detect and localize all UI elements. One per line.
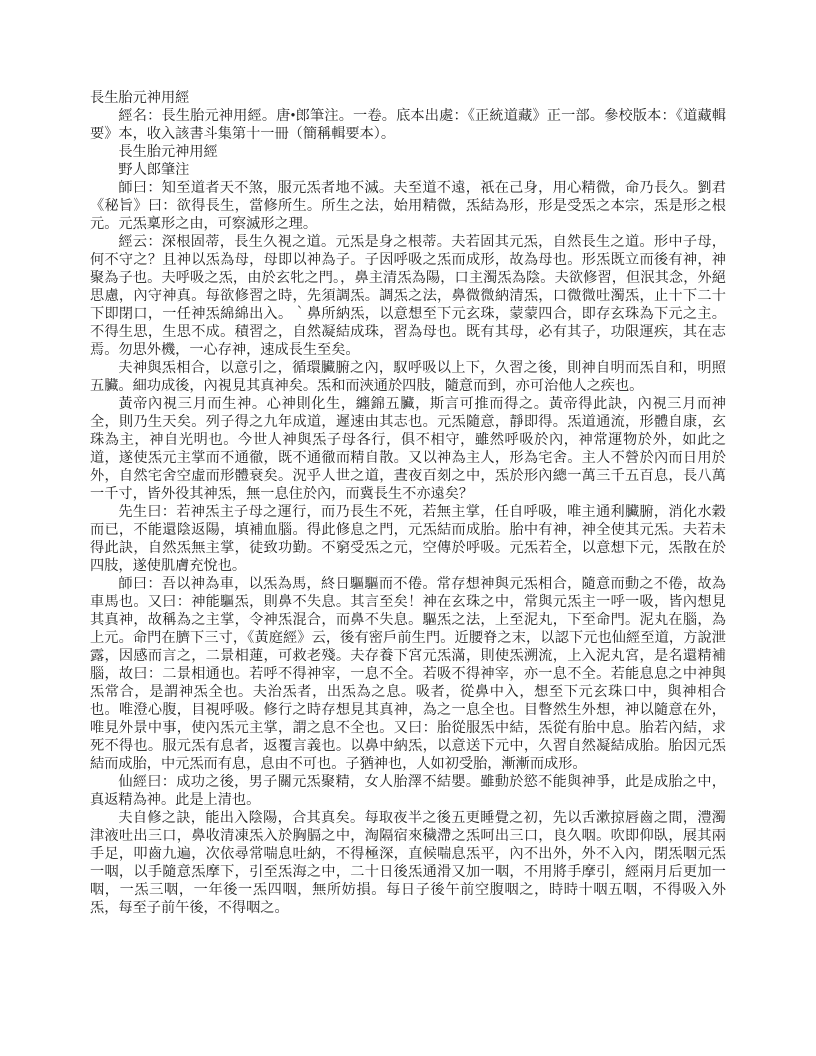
paragraph-author: 野人郎肇注: [118, 162, 190, 178]
paragraph: 夫神與炁相合，以意引之，循環臟腑之內，馭呼吸以上下，久習之後，則神自明而炁自和，明照五臟。細功成後，內視見其真神矣。炁和而浹通於四肢，隨意而到，亦可治他人之疾也。: [90, 360, 726, 394]
paragraph: 夫自修之訣，能出入陰陽，合其真矣。每取夜半之後五更睡覺之初，先以舌漱掠唇齒之間，澧濁津液吐出三口，鼻收清凍炁入於胸膈之中，淘隔宿來穢滯之炁呵出三口，良久咽。吹即仰臥，展其兩手足，叩齒九遍，次依尋常喘息吐納，不得極深，直候喘息炁平，內不出外，外不入內，閉炁咽元炁一咽，以手隨意炁摩下，引至炁海之中，二十日後炁通滑又加一咽，不用將手摩引，經兩月后更加一咽，一炁三咽，一年後一炁四咽，無所妨損。每日子後午前空腹咽之，時時十咽五咽，不得吸入外炁，每至子前午後，不得咽之。: [90, 810, 726, 916]
paragraph: 先生曰：若神炁主子母之運行，而乃長生不死，若無主掌，任自呼吸，唯主通利臟腑，消化水穀而已，不能還陰返陽，填補血腦。得此修息之門，元炁結而成胎。胎中有神，神全使其元炁。夫若未得此訣，自然炁無主掌，徒致功勤。不窮受炁之元，空傳於呼吸。元炁若全，以意想下元，炁散在於四肢，遂使肌膚充悅也。: [90, 504, 726, 574]
paragraph: 師曰：知至道者天不煞，服元炁者地不滅。夫至道不遠，祇在己身，用心精微，命乃長久。劉君《秘旨》曰：欲得長生，當修所生。所生之法，始用精微，炁結為形，形是受炁之本宗，炁是形之根元。元炁稟形之由，可察滅形之理。: [90, 180, 726, 232]
paragraph: 黃帝內視三月而生神。心神則化生，纏錦五臟，斯言可推而得之。黃帝得此訣，內視三月而神全，則乃生天矣。列子得之九年成道，遲速由其志也。元炁隨意，靜即得。炁道通流，形體自康，玄珠為主，神自光明也。今世人神與炁子母各行，俱不相守，雖然呼吸於內，神常運物於外，如此之道，遂使炁元主掌而不通徹，既不通徹而精自散。又以神為主人，形為宅舍。主人不營於內而日用於外，自然宅舍空虛而形體衰矣。況乎人世之道，晝夜百刻之中，炁於形內總一萬三千五百息，長八萬一千寸，皆外役其神炁，無一息住於內，而冀長生不亦遠矣？: [90, 396, 726, 502]
doc-title: 長生胎元神用經: [90, 90, 190, 106]
paragraph: 仙經曰：成功之後，男子關元炁聚精，女人胎澤不結嬰。雖動於慾不能與神爭，此是成胎之中，真返精為神。此是上清也。: [90, 774, 726, 808]
paragraph-inner-title: 長生胎元神用經: [118, 144, 218, 160]
paragraph: 經云：深根固蒂，長生久視之道。元炁是身之根蒂。夫若固其元炁，自然長生之道。形中子母，何不守之？且神以炁為母，母即以神為子。子因呼吸之炁而成形，故為母也。形炁既立而後有神，神聚為子也。夫呼吸之炁，由於玄牝之門。，鼻主清炁為陽，口主濁炁為陰。夫欲修習，但泯其念，外絕思慮，內守神真。每欲修習之時，先須調炁。調炁之法，鼻微微納清炁，口微微吐濁炁，止十下二十下即閉口，一任神炁綿綿出入。｀鼻所納炁，以意想至下元玄珠，蒙蒙四合，即存玄珠為下元之主。不得生思，生思不成。積習之，自然凝結成珠，習為母也。既有其母，必有其子，功限運疾，其在志焉。勿思外機，一心存神，速成長生至矣。: [90, 234, 726, 358]
paragraph-colophon: 經名：長生胎元神用經。唐•郎筆注。一卷。底本出處：《正統道藏》正一部。參校版本：《道藏輯要》本，收入該書斗集第十一冊（簡稱輯要本）。: [90, 108, 726, 142]
paragraph: 師曰：吾以神為車，以炁為馬，終日驅驅而不倦。常存想神與元炁相合，隨意而動之不倦，故為車馬也。又曰：神能驅炁，則鼻不失息。其言至矣！神在玄珠之中，常與元炁主一呼一吸，皆內想見其真神，故稱為之主掌，令神炁混合，而鼻不失息。驅炁之法，上至泥丸，下至命門。泥丸在腦，為上元。命門在臍下三寸，《黃庭經》云，後有密戶前生門。近腰脊之末，以認下元也仙經至道，方說泄露，因感而言之，二景相蓮，可救老殘。夫存養下宮元炁滿，則使炁溯流，上入泥丸宮，是名還精補腦，故曰：二景相通也。若呼不得神宰，一息不全。若吸不得神宰，亦一息不全。若能息息之中神與炁常合，是謂神炁全也。夫治炁者，出炁為之息。吸者，從鼻中入，想至下元玄珠口中，與神相合也。唯澄心腹，目視呼吸。修行之時存想見其真神，為之一息全也。目瞥然生外想，神以隨意在外，唯見外景中事，使內炁元主掌，謂之息不全也。又曰：胎從服炁中結，炁從有胎中息。胎若內結，求死不得也。服元炁有息者，返覆言義也。以鼻中納炁，以意送下元中，久習自然凝結成胎。胎因元炁結而成胎，中元炁而有息，息由不可也。子猶神也，人如初受胎，漸漸而成形。: [90, 576, 726, 772]
